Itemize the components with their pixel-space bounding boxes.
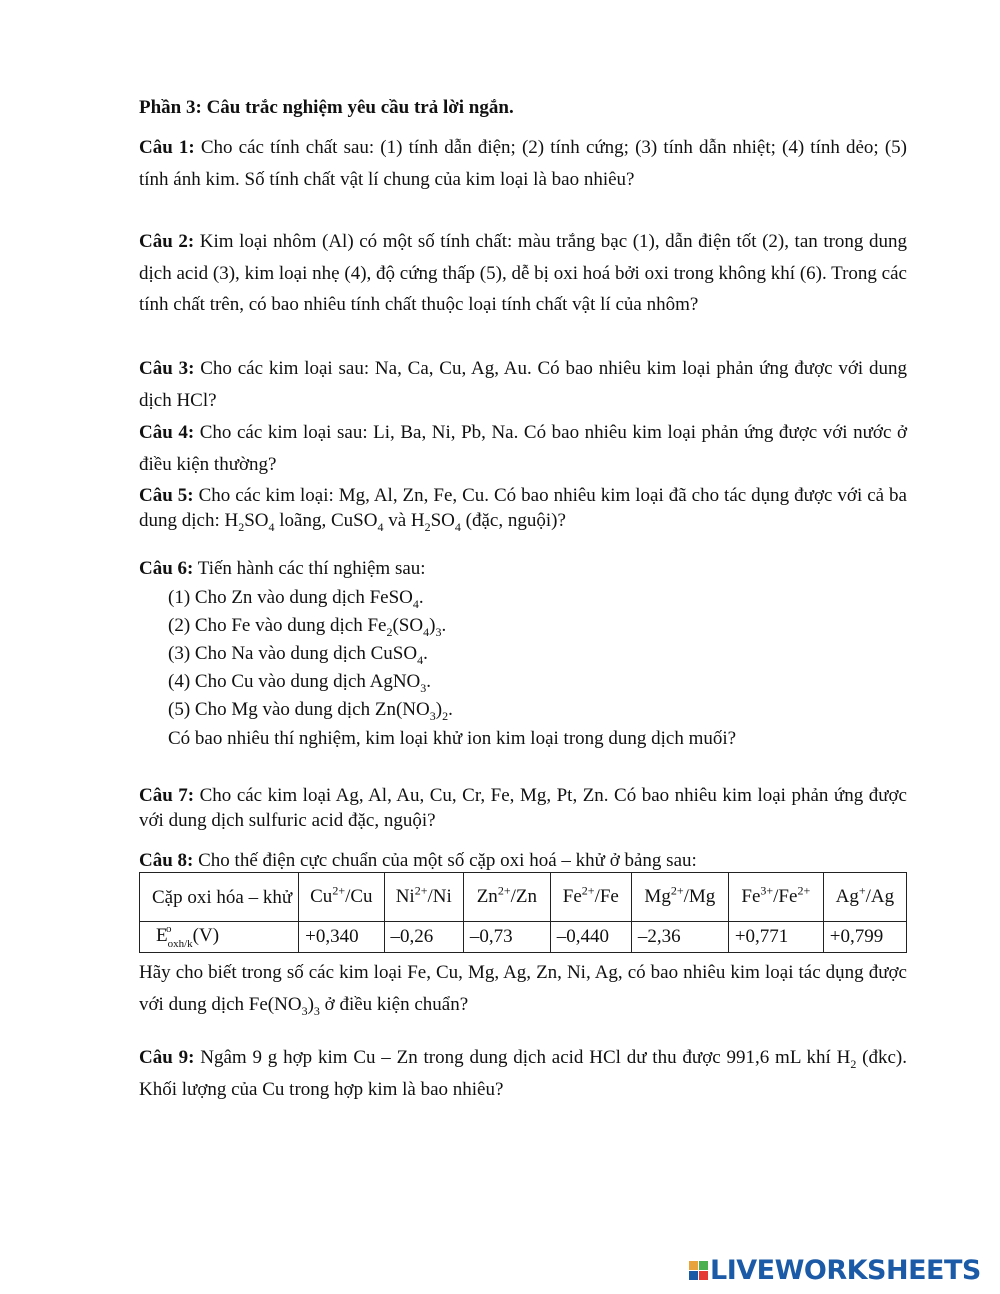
potential-value: –0,26: [384, 922, 463, 953]
couple-row: [140, 873, 907, 922]
question-7-text: Cho các kim loại Ag, Al, Au, Cu, Cr, Fe, Mg, Pt, Zn. Có bao nhiêu kim loại phản ứng được với dung dịch sulfuric acid đặc, nguội?: [139, 785, 907, 831]
experiment-4: (4) Cho Cu vào dung dịch AgNO$_3$.: [168, 671, 432, 695]
potential-table: [139, 872, 907, 953]
potential-header: E o $_{oxh/k}$(V): [140, 922, 299, 953]
experiment-3: (3) Cho Na vào dung dịch CuSO$_4$.: [168, 643, 428, 667]
question-6-intro: Câu 6: Tiến hành các thí nghiệm sau:: [139, 558, 426, 579]
question-8-intro: Câu 8: Cho thế điện cực chuẩn của một số cặp oxi hoá – khử ở bảng sau:: [139, 850, 697, 871]
question-4-label: Câu 4:: [139, 422, 195, 443]
question-2: [139, 226, 907, 321]
experiment-5: (5) Cho Mg vào dung dịch $Zn(NO_3)_2$.: [168, 699, 453, 723]
potential-value: –0,73: [463, 922, 550, 953]
question-7-label: Câu 7:: [139, 785, 195, 806]
question-2-text: Kim loại nhôm (Al) có một số tính chất: màu trắng bạc (1), dẫn điện tốt (2), tan trong dung dịch acid (3), kim loại nhẹ (4), độ cứng thấp (5), dễ bị oxi hoá bởi oxi trong không khí (6). Trong các tính chất trên, có bao nhiêu tính chất thuộc loại tính chất vật lí của nhôm?: [139, 231, 907, 315]
experiment-2: (2) Cho Fe vào dung dịch $Fe_2(SO_4)_3$.: [168, 615, 447, 639]
question-1: [139, 132, 907, 195]
logo-blocks-icon: [689, 1261, 708, 1280]
question-2-label: Câu 2:: [139, 231, 195, 252]
logo-block: [689, 1271, 698, 1280]
question-4-text: Cho các kim loại sau: Li, Ba, Ni, Pb, Na. Có bao nhiêu kim loại phản ứng được với nước ở điều kiện thường?: [139, 422, 907, 475]
question-4: [139, 417, 907, 480]
question-3-text: Cho các kim loại sau: Na, Ca, Cu, Ag, Au. Có bao nhiêu kim loại phản ứng được với dung dịch HCl?: [139, 358, 907, 411]
question-7: [139, 783, 907, 833]
couple-cell: $Zn^{2+}/Zn$: [463, 873, 550, 922]
question-3: [139, 353, 907, 416]
couple-cell: $Fe^{3+}/Fe^{2+}$: [728, 873, 823, 922]
logo-block: [689, 1261, 698, 1270]
question-8-question: Hãy cho biết trong số các kim loại Fe, Cu, Mg, Ag, Zn, Ni, Ag, có bao nhiêu kim loại tác dụng được với dung dịch $Fe(NO_3)_3$ ở điều kiện chuẩn?: [139, 962, 907, 1018]
couple-cell: Ag+/Ag: [823, 873, 906, 922]
question-6-question: Có bao nhiêu thí nghiệm, kim loại khử ion kim loại trong dung dịch muối?: [168, 728, 737, 749]
potential-value: –2,36: [631, 922, 728, 953]
couple-header: Cặp oxi hóa – khử: [140, 873, 299, 922]
question-1-text: Cho các tính chất sau: (1) tính dẫn điện; (2) tính cứng; (3) tính dẫn nhiệt; (4) tính dẻo; (5) tính ánh kim. Số tính chất vật lí chung của kim loại là bao nhiêu?: [139, 137, 907, 190]
question-9-label: Câu 9:: [139, 1047, 195, 1068]
couple-cell: $Cu^{2+}/Cu$: [299, 873, 384, 922]
potential-row: [140, 922, 907, 953]
question-3-label: Câu 3:: [139, 358, 195, 379]
potential-value: +0,771: [728, 922, 823, 953]
couple-cell: $Fe^{2+}/Fe$: [550, 873, 631, 922]
potential-value: –0,440: [550, 922, 631, 953]
brand-name: LIVEWORKSHEETS: [710, 1254, 981, 1286]
potential-value: +0,340: [299, 922, 384, 953]
question-5: Câu 5: Cho các kim loại: Mg, Al, Zn, Fe, Cu. Có bao nhiêu kim loại đã cho tác dụng được với cả ba dung dịch: $H_2SO_4$ loãng, CuSO$_4$ và $H_2SO_4$ (đặc, nguội)?: [139, 485, 907, 534]
potential-value: +0,799: [823, 922, 906, 953]
question-1-label: Câu 1:: [139, 137, 195, 158]
question-8-label: Câu 8:: [139, 850, 194, 871]
logo-block: [699, 1271, 708, 1280]
couple-cell: $Ni^{2+}/Ni$: [384, 873, 463, 922]
couple-cell: $Mg^{2+}/Mg$: [631, 873, 728, 922]
question-6-label: Câu 6:: [139, 558, 194, 579]
section-title: Phần 3: Câu trắc nghiệm yêu cầu trả lời ngắn.: [139, 97, 514, 118]
experiment-1: (1) Cho Zn vào dung dịch FeSO$_4$.: [168, 587, 424, 611]
liveworksheets-logo: [689, 1254, 981, 1286]
logo-block: [699, 1261, 708, 1270]
question-9: Câu 9: Ngâm 9 g hợp kim Cu – Zn trong dung dịch acid HCl dư thu được 991,6 mL khí $H_2$ (đkc). Khối lượng của Cu trong hợp kim là bao nhiêu?: [139, 1047, 907, 1100]
question-5-label: Câu 5:: [139, 485, 194, 506]
